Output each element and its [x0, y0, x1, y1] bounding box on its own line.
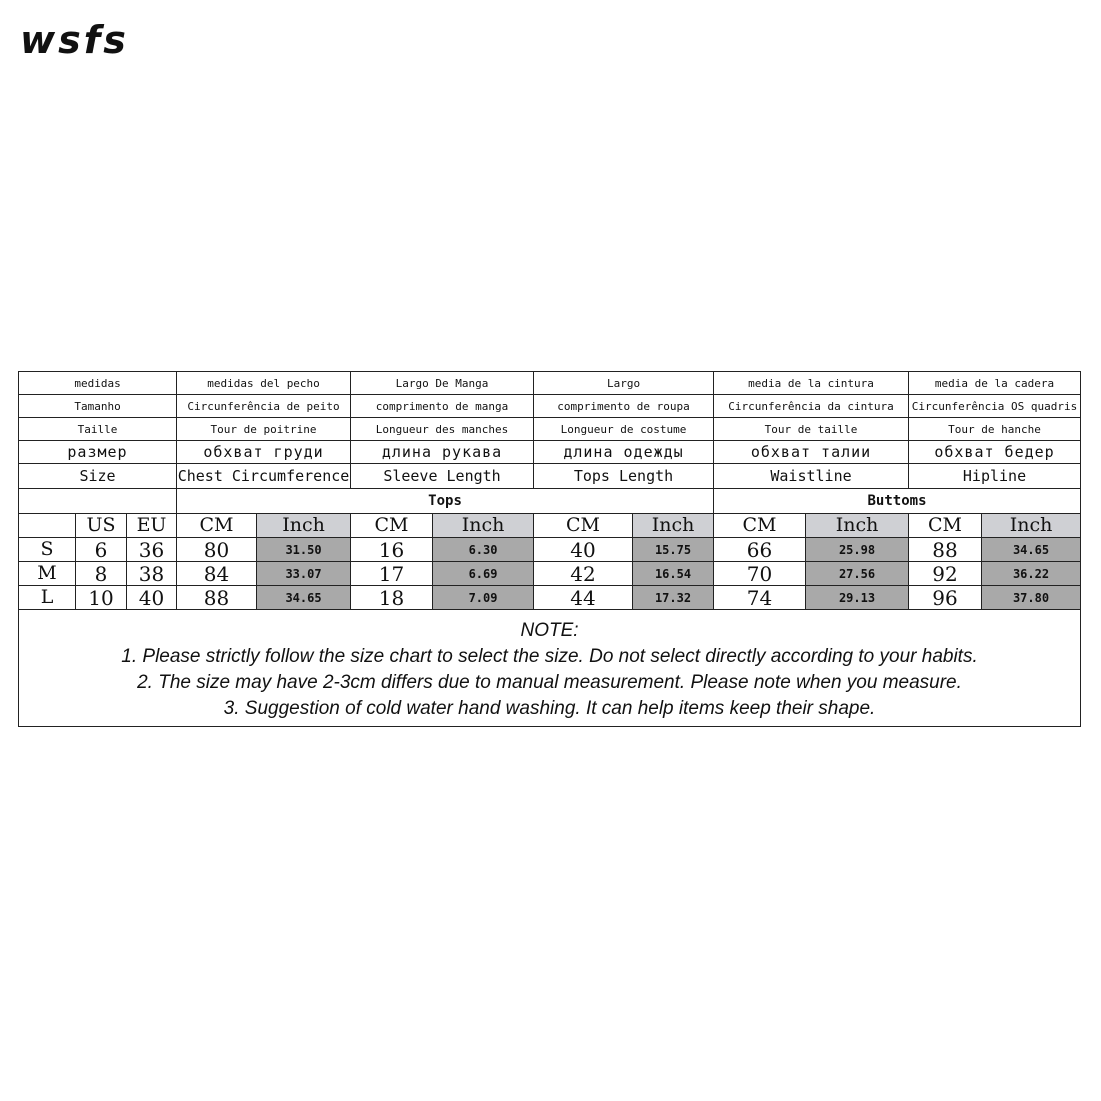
unit-inch: Inch — [982, 514, 1081, 538]
unit-inch: Inch — [433, 514, 534, 538]
size-chart-table — [18, 371, 1081, 727]
chest-cm-cell: 80 — [177, 538, 257, 562]
sleeve-inch-cell: 6.69 — [433, 562, 534, 586]
table-row — [19, 538, 1081, 562]
label-size: Size — [19, 464, 177, 489]
label-hip: обхват бедер — [909, 441, 1081, 464]
label-sleeve: Sleeve Length — [351, 464, 534, 489]
waist-inch-cell: 29.13 — [806, 586, 909, 610]
table-row — [19, 562, 1081, 586]
label-sleeve: Largo De Manga — [351, 372, 534, 395]
label-chest: Tour de poitrine — [177, 418, 351, 441]
label-row-french — [19, 418, 1081, 441]
length-inch-cell: 16.54 — [633, 562, 714, 586]
unit-inch: Inch — [806, 514, 909, 538]
label-row-russian — [19, 441, 1081, 464]
unit-eu: EU — [127, 514, 177, 538]
group-header-row — [19, 489, 1081, 514]
label-waist: media de la cintura — [714, 372, 909, 395]
us-size-cell: 10 — [76, 586, 127, 610]
label-row-portuguese — [19, 395, 1081, 418]
sleeve-inch-cell: 6.30 — [433, 538, 534, 562]
hip-cm-cell: 96 — [909, 586, 982, 610]
us-size-cell: 8 — [76, 562, 127, 586]
unit-empty-cell — [19, 514, 76, 538]
label-size: размер — [19, 441, 177, 464]
unit-cm: CM — [534, 514, 633, 538]
unit-cm: CM — [177, 514, 257, 538]
chest-inch-cell: 34.65 — [257, 586, 351, 610]
label-length: Longueur de costume — [534, 418, 714, 441]
eu-size-cell: 38 — [127, 562, 177, 586]
sleeve-cm-cell: 17 — [351, 562, 433, 586]
note-cell — [19, 610, 1081, 727]
label-row-spanish — [19, 372, 1081, 395]
table-row — [19, 586, 1081, 610]
unit-inch: Inch — [633, 514, 714, 538]
hip-inch-cell: 36.22 — [982, 562, 1081, 586]
label-hip: media de la cadera — [909, 372, 1081, 395]
label-waist: Waistline — [714, 464, 909, 489]
label-hip: Circunferência OS quadris — [909, 395, 1081, 418]
label-row-english — [19, 464, 1081, 489]
chest-inch-cell: 33.07 — [257, 562, 351, 586]
label-size: Taille — [19, 418, 177, 441]
hip-cm-cell: 88 — [909, 538, 982, 562]
waist-inch-cell: 25.98 — [806, 538, 909, 562]
label-chest: обхват груди — [177, 441, 351, 464]
label-hip: Tour de hanche — [909, 418, 1081, 441]
hip-inch-cell: 34.65 — [982, 538, 1081, 562]
length-inch-cell: 17.32 — [633, 586, 714, 610]
label-chest: medidas del pecho — [177, 372, 351, 395]
chest-cm-cell: 84 — [177, 562, 257, 586]
label-chest: Chest Circumference — [177, 464, 351, 489]
unit-inch: Inch — [257, 514, 351, 538]
label-waist: Circunferência da cintura — [714, 395, 909, 418]
hip-cm-cell: 92 — [909, 562, 982, 586]
label-sleeve: Longueur des manches — [351, 418, 534, 441]
length-cm-cell: 40 — [534, 538, 633, 562]
label-size: Tamanho — [19, 395, 177, 418]
chest-inch-cell: 31.50 — [257, 538, 351, 562]
label-chest: Circunferência de peito — [177, 395, 351, 418]
label-size: medidas — [19, 372, 177, 395]
hip-inch-cell: 37.80 — [982, 586, 1081, 610]
waist-cm-cell: 66 — [714, 538, 806, 562]
size-cell: M — [19, 562, 76, 586]
label-hip: Hipline — [909, 464, 1081, 489]
group-bottoms: Buttoms — [714, 489, 1081, 514]
waist-cm-cell: 70 — [714, 562, 806, 586]
size-cell: S — [19, 538, 76, 562]
unit-cm: CM — [351, 514, 433, 538]
chest-cm-cell: 88 — [177, 586, 257, 610]
label-sleeve: comprimento de manga — [351, 395, 534, 418]
length-cm-cell: 44 — [534, 586, 633, 610]
unit-cm: CM — [909, 514, 982, 538]
size-cell: L — [19, 586, 76, 610]
unit-us: US — [76, 514, 127, 538]
sleeve-cm-cell: 16 — [351, 538, 433, 562]
label-length: длина одежды — [534, 441, 714, 464]
label-length: Tops Length — [534, 464, 714, 489]
sleeve-inch-cell: 7.09 — [433, 586, 534, 610]
sleeve-cm-cell: 18 — [351, 586, 433, 610]
length-inch-cell: 15.75 — [633, 538, 714, 562]
eu-size-cell: 36 — [127, 538, 177, 562]
label-length: Largo — [534, 372, 714, 395]
note-line: 3. Suggestion of cold water hand washing. It can help items keep their shape. — [223, 698, 876, 719]
unit-cm: CM — [714, 514, 806, 538]
waist-inch-cell: 27.56 — [806, 562, 909, 586]
group-empty-cell — [19, 489, 177, 514]
label-sleeve: длина рукава — [351, 441, 534, 464]
us-size-cell: 6 — [76, 538, 127, 562]
length-cm-cell: 42 — [534, 562, 633, 586]
eu-size-cell: 40 — [127, 586, 177, 610]
group-tops: Tops — [177, 489, 714, 514]
note-title: NOTE: — [520, 620, 579, 641]
unit-header-row — [19, 514, 1081, 538]
label-waist: Tour de taille — [714, 418, 909, 441]
note-row — [19, 610, 1081, 727]
label-waist: обхват талии — [714, 441, 909, 464]
note-line: 2. The size may have 2-3cm differs due to manual measurement. Please note when you measure. — [137, 672, 962, 693]
brand-logo: wsfs — [20, 18, 129, 62]
note-line: 1. Please strictly follow the size chart to select the size. Do not select directly according to your habits. — [121, 646, 978, 667]
label-length: comprimento de roupa — [534, 395, 714, 418]
waist-cm-cell: 74 — [714, 586, 806, 610]
